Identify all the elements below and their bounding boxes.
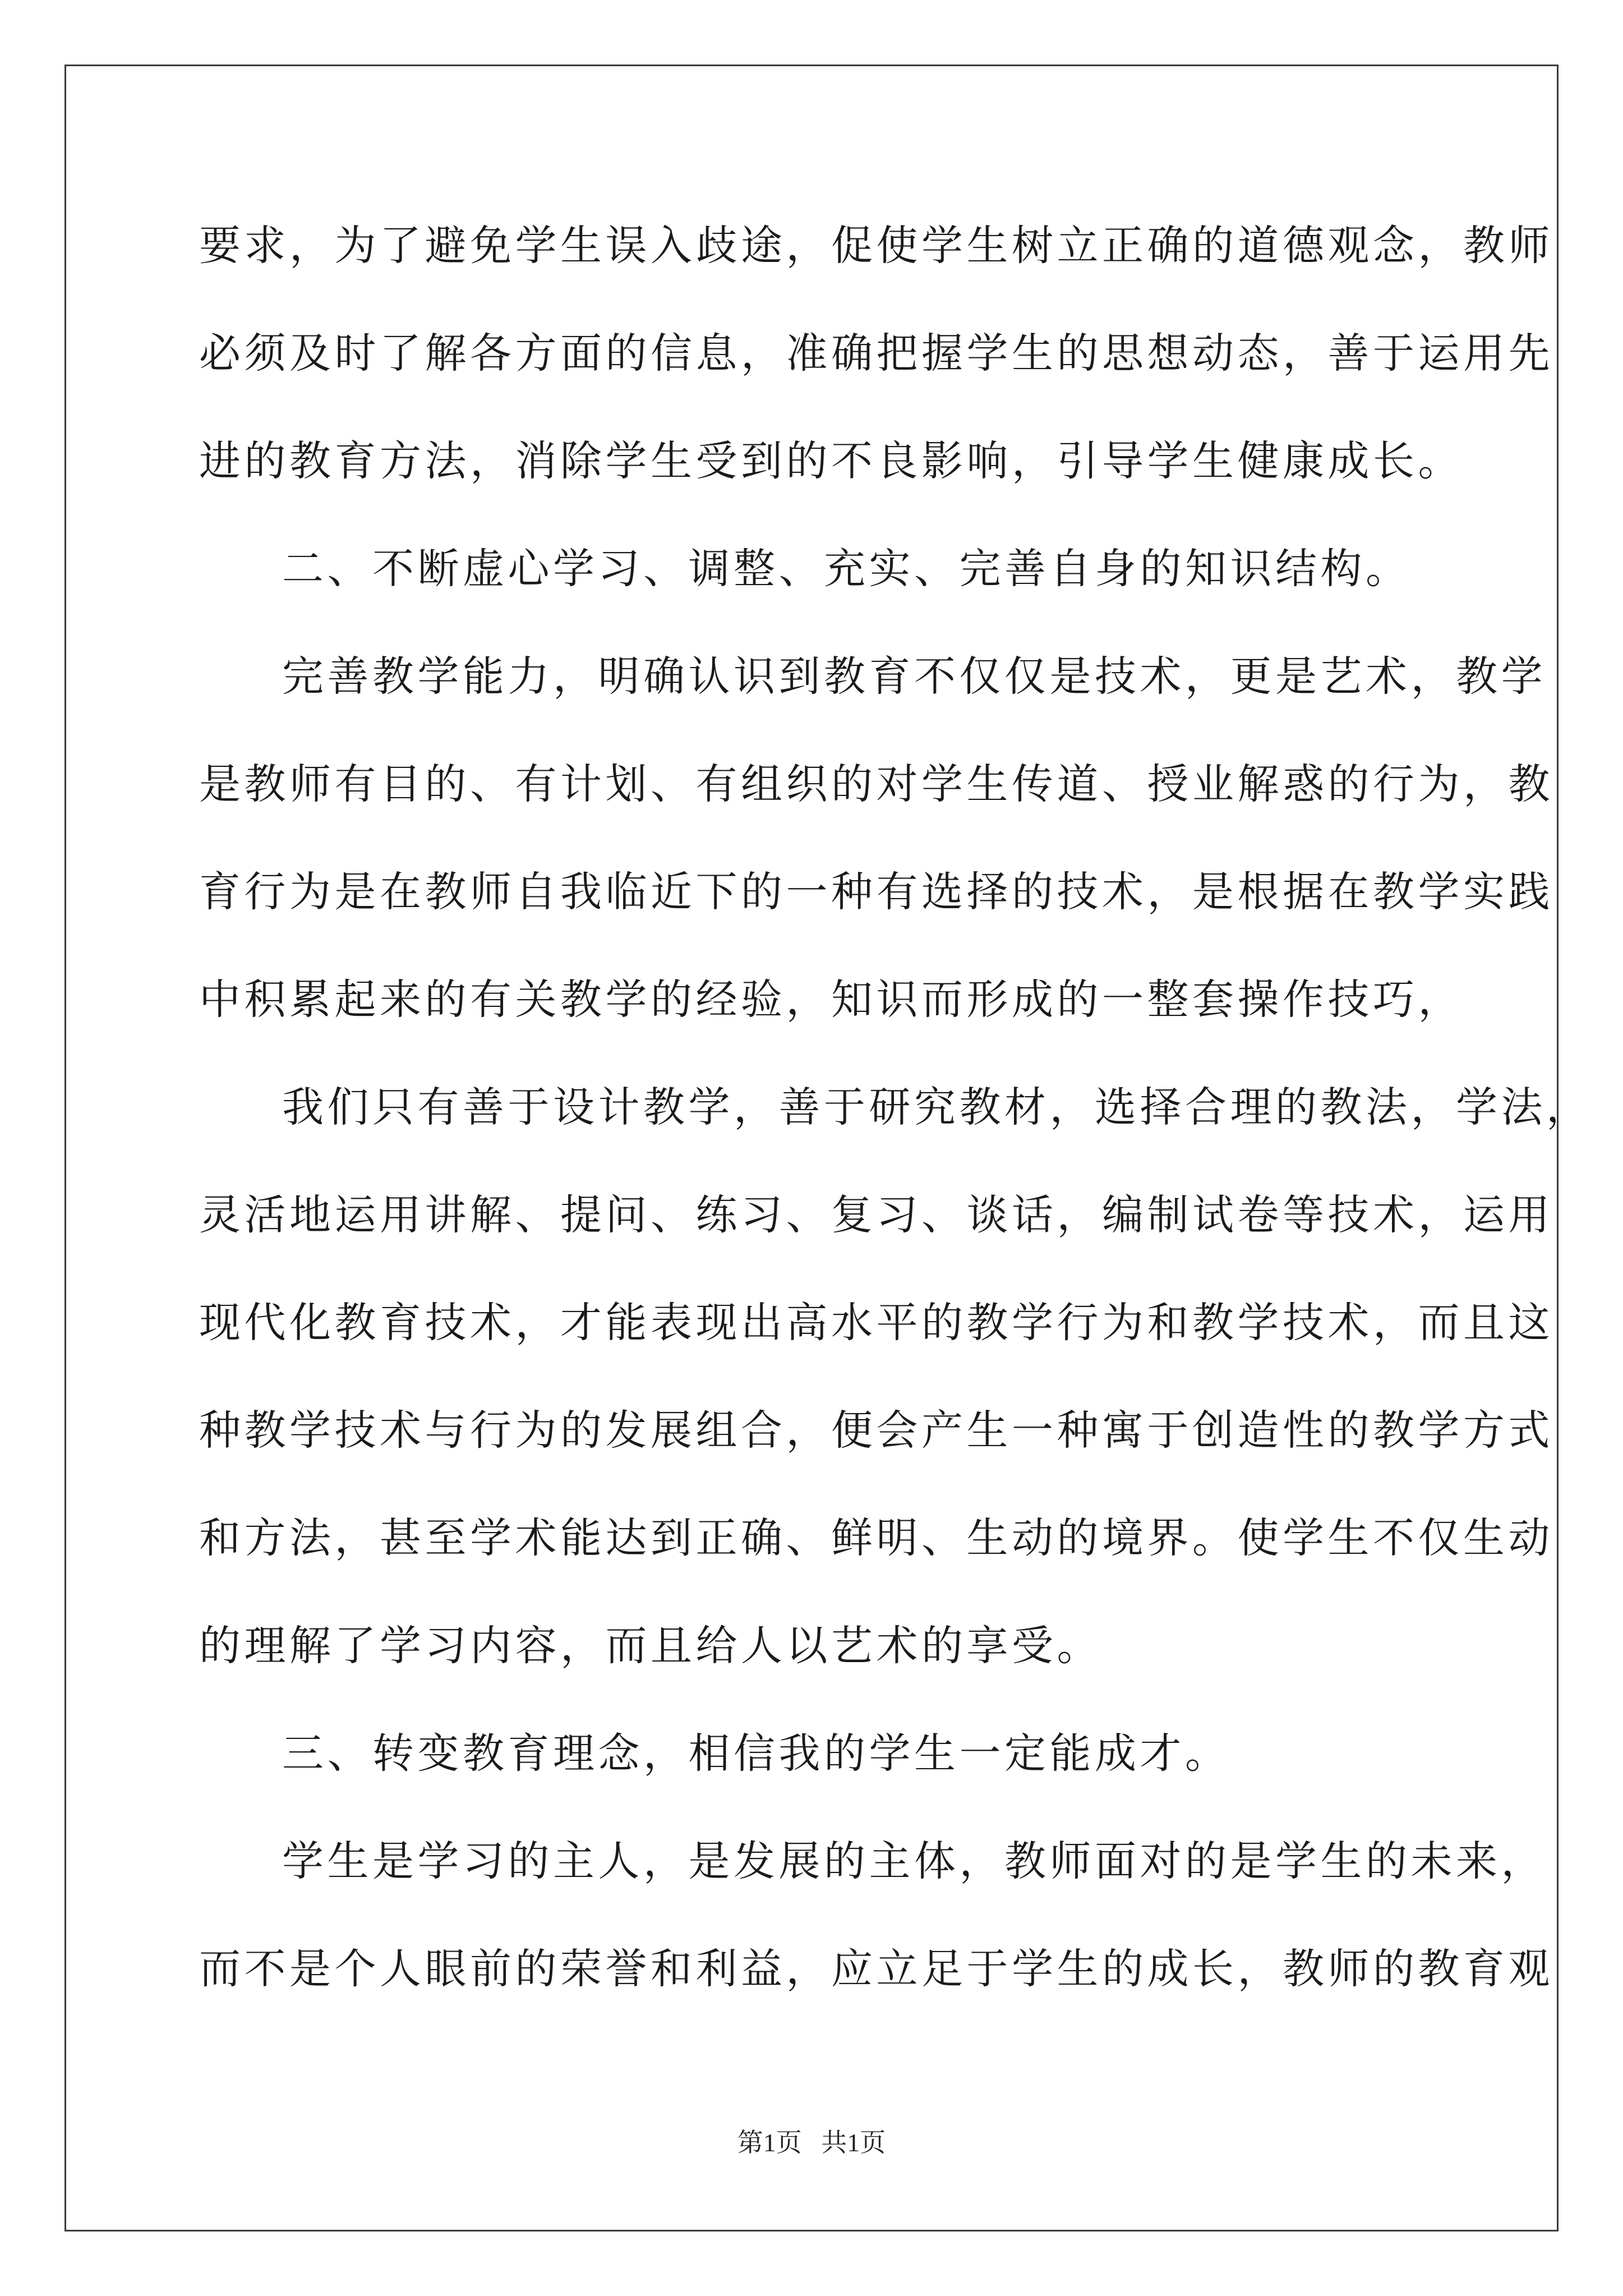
page-number: 第1页 共1页 [737, 2128, 886, 2157]
text-line: 要求，为了避免学生误入歧途，促使学生树立正确的道德观念，教师 [199, 222, 1553, 270]
text-line: 育行为是在教师自我临近下的一种有选择的技术，是根据在教学实践 [199, 868, 1553, 916]
text-line: 必须及时了解各方面的信息，准确把握学生的思想动态，善于运用先 [199, 329, 1553, 378]
text-line: 灵活地运用讲解、提问、练习、复习、谈话，编制试卷等技术，运用 [199, 1191, 1553, 1239]
page-footer [0, 2126, 1623, 2160]
text-line: 学生是学习的主人，是发展的主体，教师面对的是学生的未来， [282, 1837, 1546, 1885]
section-heading: 二、不断虚心学习、调整、充实、完善自身的知识结构。 [282, 545, 1411, 593]
section-heading: 三、转变教育理念，相信我的学生一定能成才。 [282, 1729, 1230, 1778]
text-line: 我们只有善于设计教学，善于研究教材，选择合理的教法，学法， [282, 1083, 1592, 1131]
text-line: 的理解了学习内容，而且给人以艺术的享受。 [199, 1622, 1102, 1670]
text-line: 中积累起来的有关教学的经验，知识而形成的一整套操作技巧， [199, 976, 1463, 1024]
page-border [64, 65, 1559, 2231]
text-line: 完善教学能力，明确认识到教育不仅仅是技术，更是艺术，教学 [282, 652, 1546, 701]
text-line: 进的教育方法，消除学生受到的不良影响，引导学生健康成长。 [199, 437, 1463, 485]
text-line: 是教师有目的、有计划、有组织的对学生传道、授业解惑的行为，教 [199, 760, 1553, 808]
text-line: 种教学技术与行为的发展组合，便会产生一种寓于创造性的教学方式 [199, 1406, 1553, 1455]
text-line: 现代化教育技术，才能表现出高水平的教学行为和教学技术，而且这 [199, 1299, 1553, 1347]
text-line: 和方法，甚至学术能达到正确、鲜明、生动的境界。使学生不仅生动 [199, 1514, 1553, 1562]
text-line: 而不是个人眼前的荣誉和利益，应立足于学生的成长，教师的教育观 [199, 1945, 1553, 1993]
